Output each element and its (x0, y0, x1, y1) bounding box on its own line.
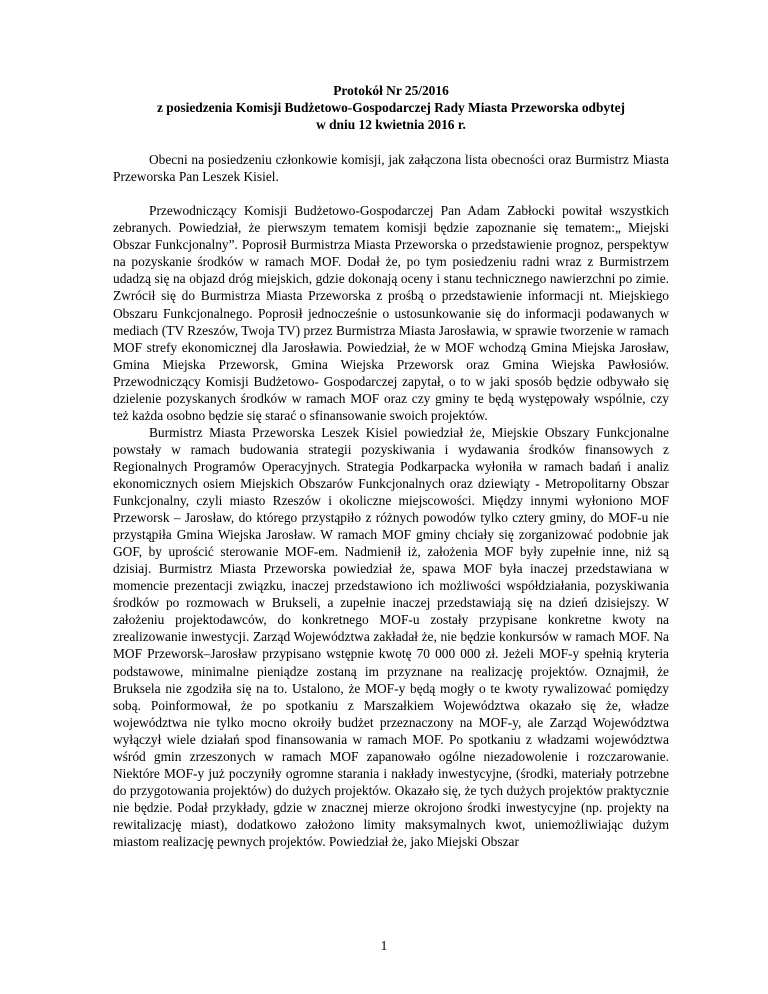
title-line-3: w dniu 12 kwietnia 2016 r. (316, 117, 466, 133)
paragraph-mayor-response: Burmistrz Miasta Przeworska Leszek Kisiel powiedział że, Miejskie Obszary Funkcjonalne powstały w ramach budowania strategii pozyskiwania i wydawania środków finansowych z Regionalnych Programów Operacyjnych. Strategia Podkarpacka wyłoniła w ramach badań i analiz ekonomicznych osiem Miejskich Obszarów Funkcjonalnych oraz dziewiąty - Metropolitarny Obszar Funkcjonalny, czyli miasto Rzeszów i okoliczne miejscowości. Między innymi wyłoniono MOF Przeworsk – Jarosław, do którego przystąpiło z różnych powodów tylko cztery gminy, do MOF-u nie przystąpiła Gmina Wiejska Jarosław. W ramach MOF gminy chciały się zorganizować podobnie jak GOF, by uprościć sterowanie MOF-em. Nadmienił iż, założenia MOF były zupełnie inne, niż są dzisiaj. Burmistrz Miasta Przeworska powiedział że, spawa MOF była inaczej przedstawiana w momencie prezentacji związku, inaczej przedstawiono ich możliwości współdziałania, pozyskiwania środków po rozmowach w Brukseli, a zupełnie inaczej przedstawiają się na dzień dzisiejszy. W założeniu projektodawców, do konkretnego MOF-u zostały przypisane konkretne kwoty na zrealizowanie inwestycji. Zarząd Województwa zakładał że, nie będzie konkursów w ramach MOF. Na MOF Przeworsk–Jarosław przypisano wstępnie kwotę 70 000 000 zł. Jeżeli MOF-y spełnią kryteria podstawowe, minimalne pieniądze zostaną im przyznane na realizację projektów. Oznajmił, że Bruksela nie zgodziła się na to. Ustalono, że MOF-y będą mogły o te kwoty rywalizować pomiędzy sobą. Poinformował, że po spotkaniu z Marszałkiem Województwa okazało się że, władze województwa nie tylko mocno okroiły budżet przeznaczony na MOF-y, ale Zarząd Województwa wyłączył wiele działań spod finansowania w ramach MOF. Po spotkaniu z władzami województwa wśród gmin zrzeszonych w ramach MOF zapanowało ogólne niezadowolenie i rozczarowanie. Niektóre MOF-y już poczyniły ogromne starania i nakłady inwestycyjne, (środki, materiały potrzebne do przygotowania projektów) do dużych projektów. Okazało się, że tych dużych projektów praktycznie nie będzie. Podał przykłady, gdzie w znacznej mierze okrojono środki inwestycyjne (np. projekty na rewitalizację miast), dodatkowo założono limity maksymalnych kwot, uniemożliwiając dużym miastom realizację pewnych projektów. Powiedział że, jako Miejski Obszar (113, 424, 669, 849)
title-line-2: z posiedzenia Komisji Budżetowo-Gospodarczej Rady Miasta Przeworska odbytej (156, 100, 625, 116)
title-line-1: Protokół Nr 25/2016 (333, 83, 449, 98)
paragraph-chairman-intro: Przewodniczący Komisji Budżetowo-Gospodarczej Pan Adam Zabłocki powitał wszystkich zebranych. Powiedział, że pierwszym tematem komisji będzie zapoznanie się tematem:„ Miejski Obszar Funkcjonalny”. Poprosił Burmistrza Miasta Przeworska o przedstawienie prognoz, perspektyw na pozyskanie środków w ramach MOF. Dodał że, po tym posiedzeniu radni wraz z Burmistrzem udadzą się na objazd dróg miejskich, gdzie dokonają oceny i stanu technicznego nawierzchni po zimie. Zwrócił się do Burmistrza Miasta Przeworska z prośbą o przedstawienie informacji nt. Miejskiego Obszaru Funkcjonalnego. Poprosił jednocześnie o ustosunkowanie się do informacji podawanych w mediach (TV Rzeszów, Twoja TV) przez Burmistrza Miasta Jarosławia, w sprawie tworzenie w ramach MOF strefy ekonomicznej dla Jarosławia. Powiedział, że w MOF wchodzą Gmina Miejska Jarosław, Gmina Miejska Przeworsk, Gmina Wiejska Przeworsk oraz Gmina Wiejska Pawłosiów. Przewodniczący Komisji Budżetowo- Gospodarczej zapytał, o to w jaki sposób będzie odbywało się dzielenie pozyskanych środków w ramach MOF oraz czy gminy te będą występowały wspólnie, czy też każda osobno będzie się starać o sfinansowanie swoich projektów. (113, 203, 669, 423)
document-title (113, 82, 669, 133)
document-body (113, 82, 669, 850)
page-number: 1 (380, 938, 388, 953)
paragraph-attendance: Obecni na posiedzeniu członkowie komisji, jak załączona lista obecności oraz Burmistrz Miasta Przeworska Pan Leszek Kisiel. (113, 152, 669, 185)
